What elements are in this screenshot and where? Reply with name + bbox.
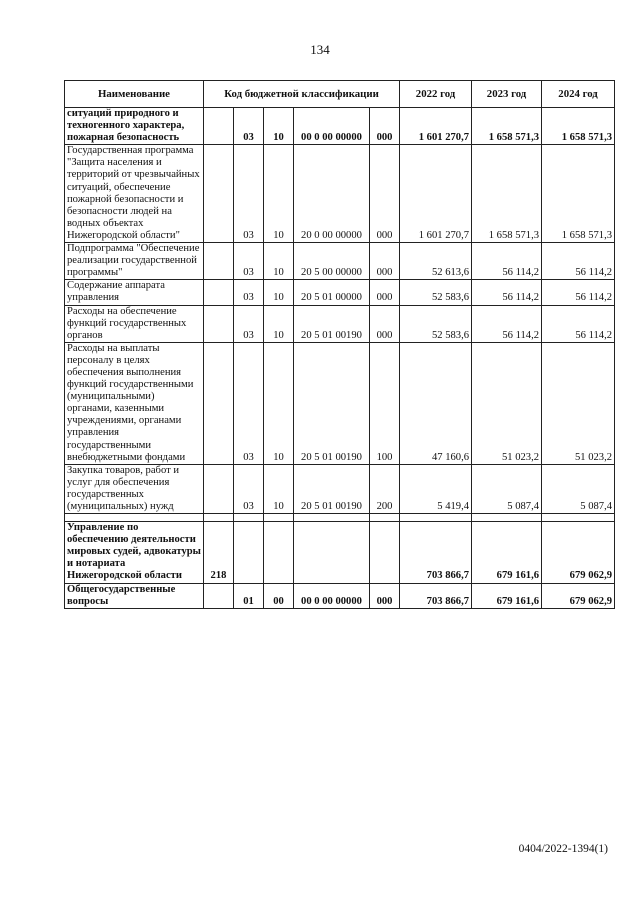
row-name: Содержание аппарата управления: [65, 280, 204, 305]
code-section: 03: [234, 243, 264, 280]
code-subsection: [264, 522, 294, 583]
code-expense-type: [370, 522, 400, 583]
value-2023: 679 161,6: [472, 583, 542, 608]
table-row: [65, 243, 615, 280]
code-department: [204, 464, 234, 513]
row-name: Управление по обеспечению деятельности мировых судей, адвокатуры и нотариата Нижегородской области: [65, 522, 204, 583]
header-name: Наименование: [65, 81, 204, 108]
code-subsection: 10: [264, 305, 294, 342]
table-row: [65, 280, 615, 305]
code-expense-type: 200: [370, 464, 400, 513]
code-target: [294, 522, 370, 583]
spacer-row: [65, 514, 615, 522]
code-section: 03: [234, 280, 264, 305]
code-target: 20 0 00 00000: [294, 145, 370, 243]
value-2023: 56 114,2: [472, 243, 542, 280]
value-2022: 1 601 270,7: [400, 108, 472, 145]
code-expense-type: 100: [370, 342, 400, 464]
code-section: [234, 522, 264, 583]
row-name: Расходы на выплаты персоналу в целях обеспечения выполнения функций государственными (муниципальными) органами, казенными учреждениями, органами управления государственными внебюджетными фондами: [65, 342, 204, 464]
code-target: 20 5 00 00000: [294, 243, 370, 280]
code-section: 03: [234, 108, 264, 145]
code-expense-type: 000: [370, 305, 400, 342]
code-expense-type: 000: [370, 108, 400, 145]
header-2023: 2023 год: [472, 81, 542, 108]
row-name: ситуаций природного и техногенного характера, пожарная безопасность: [65, 108, 204, 145]
code-subsection: 10: [264, 108, 294, 145]
header-2022: 2022 год: [400, 81, 472, 108]
table-header-row: [65, 81, 615, 108]
code-section: 03: [234, 305, 264, 342]
code-department: 218: [204, 522, 234, 583]
code-subsection: 10: [264, 464, 294, 513]
code-department: [204, 280, 234, 305]
code-department: [204, 342, 234, 464]
budget-table: [64, 80, 615, 609]
code-department: [204, 243, 234, 280]
code-section: 03: [234, 464, 264, 513]
table-row: [65, 305, 615, 342]
row-name: Расходы на обеспечение функций государственных органов: [65, 305, 204, 342]
code-expense-type: 000: [370, 243, 400, 280]
table-row: [65, 342, 615, 464]
value-2024: 51 023,2: [542, 342, 615, 464]
value-2023: 56 114,2: [472, 305, 542, 342]
header-2024: 2024 год: [542, 81, 615, 108]
code-section: 03: [234, 145, 264, 243]
table-row: [65, 583, 615, 608]
code-target: 20 5 01 00190: [294, 305, 370, 342]
code-section: 03: [234, 342, 264, 464]
table-row: [65, 522, 615, 583]
value-2024: 56 114,2: [542, 243, 615, 280]
code-department: [204, 583, 234, 608]
code-target: 20 5 01 00190: [294, 464, 370, 513]
value-2022: 52 583,6: [400, 305, 472, 342]
value-2023: 51 023,2: [472, 342, 542, 464]
value-2024: 1 658 571,3: [542, 108, 615, 145]
code-section: 01: [234, 583, 264, 608]
value-2023: 5 087,4: [472, 464, 542, 513]
code-target: 20 5 01 00190: [294, 342, 370, 464]
code-subsection: 10: [264, 145, 294, 243]
code-subsection: 10: [264, 243, 294, 280]
value-2024: 679 062,9: [542, 583, 615, 608]
table-row: [65, 464, 615, 513]
code-expense-type: 000: [370, 145, 400, 243]
row-name: Подпрограмма "Обеспечение реализации государственной программы": [65, 243, 204, 280]
document-code: 0404/2022-1394(1): [518, 843, 608, 855]
code-subsection: 00: [264, 583, 294, 608]
code-department: [204, 145, 234, 243]
value-2023: 1 658 571,3: [472, 108, 542, 145]
value-2022: 1 601 270,7: [400, 145, 472, 243]
code-department: [204, 305, 234, 342]
code-expense-type: 000: [370, 280, 400, 305]
table-row: [65, 145, 615, 243]
value-2023: 679 161,6: [472, 522, 542, 583]
row-name: Общегосударственные вопросы: [65, 583, 204, 608]
code-subsection: 10: [264, 280, 294, 305]
header-code: Код бюджетной классификации: [204, 81, 400, 108]
value-2022: 52 583,6: [400, 280, 472, 305]
row-name: Государственная программа "Защита населения и территорий от чрезвычайных ситуаций, обеспечение пожарной безопасности и безопасности людей на водных объектах Нижегородской области": [65, 145, 204, 243]
code-target: 00 0 00 00000: [294, 108, 370, 145]
value-2023: 1 658 571,3: [472, 145, 542, 243]
row-name: Закупка товаров, работ и услуг для обеспечения государственных (муниципальных) нужд: [65, 464, 204, 513]
value-2022: 52 613,6: [400, 243, 472, 280]
code-target: 00 0 00 00000: [294, 583, 370, 608]
value-2024: 56 114,2: [542, 280, 615, 305]
value-2022: 47 160,6: [400, 342, 472, 464]
value-2022: 703 866,7: [400, 583, 472, 608]
value-2022: 703 866,7: [400, 522, 472, 583]
page-number: 134: [310, 42, 330, 57]
value-2022: 5 419,4: [400, 464, 472, 513]
value-2023: 56 114,2: [472, 280, 542, 305]
table-row: [65, 108, 615, 145]
code-expense-type: 000: [370, 583, 400, 608]
value-2024: 5 087,4: [542, 464, 615, 513]
value-2024: 679 062,9: [542, 522, 615, 583]
code-department: [204, 108, 234, 145]
code-target: 20 5 01 00000: [294, 280, 370, 305]
code-subsection: 10: [264, 342, 294, 464]
value-2024: 56 114,2: [542, 305, 615, 342]
value-2024: 1 658 571,3: [542, 145, 615, 243]
